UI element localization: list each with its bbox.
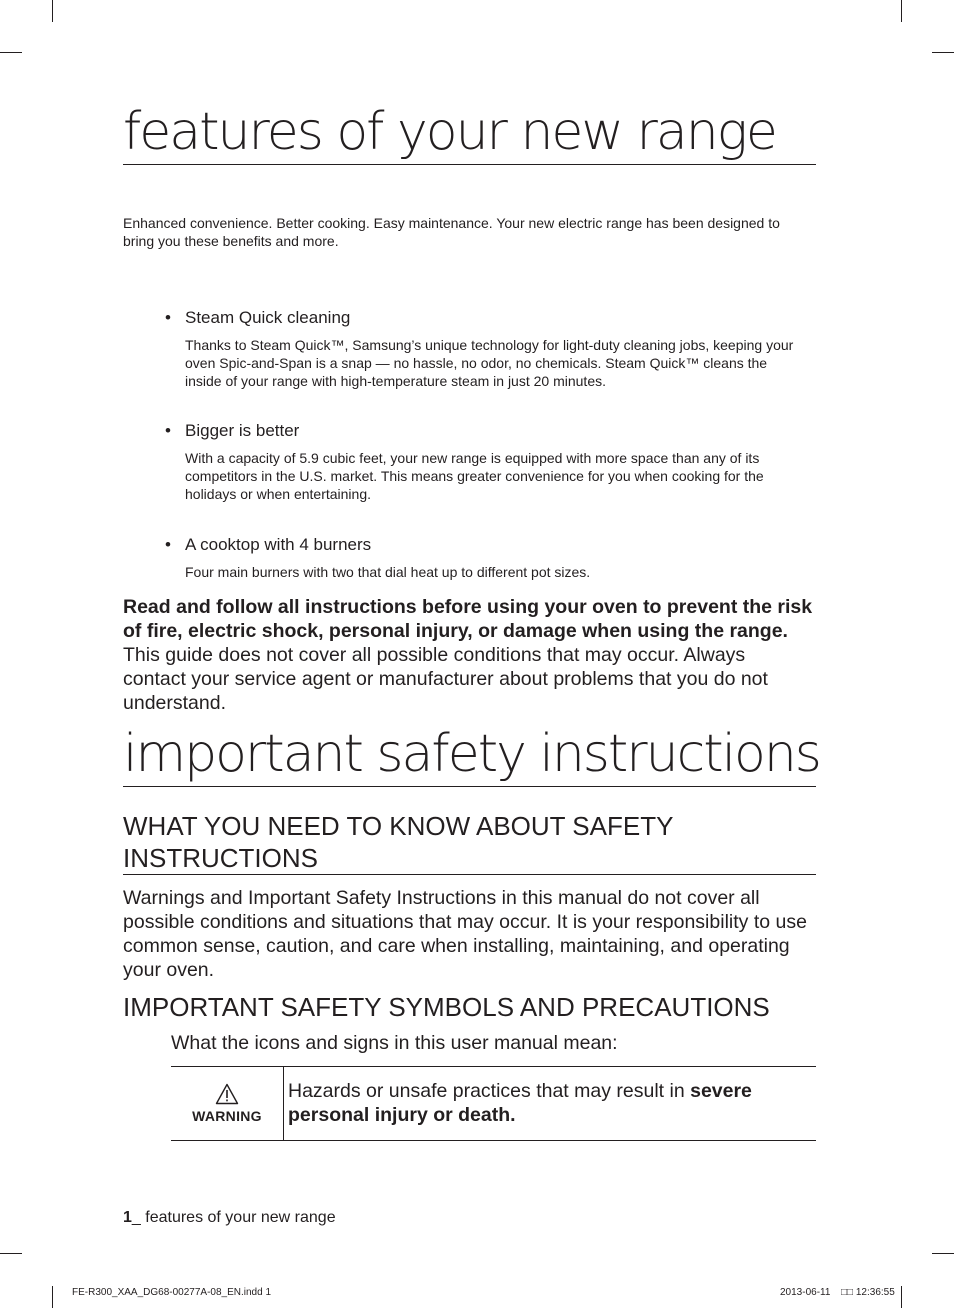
slug-date: 2013-06-11: [780, 1287, 831, 1298]
feature-item: [165, 535, 805, 581]
crop-mark: [52, 0, 53, 22]
feature-item: [165, 308, 805, 390]
page-title-safety: [123, 724, 820, 787]
feature-item: [165, 421, 805, 503]
warning-label: WARNING: [192, 1108, 262, 1124]
crop-mark: [932, 1253, 954, 1254]
feature-heading: Steam Quick cleaning: [185, 308, 351, 327]
slug-filename: FE-R300_XAA_DG68-00277A-08_EN.indd 1: [72, 1287, 272, 1298]
feature-body: Four main burners with two that dial heat up to different pot sizes.: [185, 564, 591, 580]
crop-mark: [901, 1286, 902, 1308]
intro-paragraph: Enhanced convenience. Better cooking. Easy maintenance. Your new electric range has been designed to bring you these benefits and more.: [123, 215, 780, 249]
crop-mark: [52, 1286, 53, 1308]
page-footer: [123, 1209, 336, 1227]
bullet-icon: •: [165, 308, 171, 327]
page-title-features: [123, 102, 816, 165]
section-know-body: Warnings and Important Safety Instructions in this manual do not cover all possible conditions and situations that may occur. It is your responsibility to use common sense, caution, and care when installing, maintaining, and operating your oven.: [123, 887, 807, 981]
page-title-safety-text: important safety instructions: [123, 724, 820, 784]
bullet-icon: •: [165, 535, 171, 554]
read-follow-bold: Read and follow all instructions before using your oven to prevent the risk of fire, electric shock, personal injury, or damage when using the range.: [123, 596, 813, 642]
read-follow-paragraph: [123, 595, 813, 715]
feature-heading: Bigger is better: [185, 421, 300, 440]
feature-body: With a capacity of 5.9 cubic feet, your new range is equipped with more space than any of its competitors in the U.S. market. This means greater convenience for you when cooking for the holidays or when entertaining.: [185, 450, 764, 502]
crop-mark: [932, 52, 954, 53]
feature-heading-row: [165, 308, 805, 328]
warning-description: [284, 1067, 808, 1140]
warning-cell: [171, 1067, 284, 1140]
feature-body: Thanks to Steam Quick™, Samsung’s unique technology for light-duty cleaning jobs, keeping your oven Spic-and-Span is a snap — no hassle, no odor, no chemicals. Steam Quick™ cleans the inside of your range with high-temperature steam in just 20 minutes.: [185, 337, 794, 389]
warning-text-normal: Hazards or unsafe practices that may result in: [288, 1080, 691, 1102]
crop-mark: [0, 1253, 22, 1254]
bullet-icon: •: [165, 421, 171, 440]
page-number: 1: [123, 1209, 132, 1226]
footer-text: _ features of your new range: [131, 1209, 336, 1226]
section-heading-know: WHAT YOU NEED TO KNOW ABOUT SAFETY INSTRUCTIONS: [123, 810, 816, 875]
section-heading-symbols: IMPORTANT SAFETY SYMBOLS AND PRECAUTIONS: [123, 992, 770, 1022]
symbols-table: [171, 1066, 816, 1141]
feature-heading-row: [165, 421, 805, 441]
slug-time: □□ 12:36:55: [841, 1287, 895, 1298]
feature-heading: A cooktop with 4 burners: [185, 535, 372, 554]
page-title-features-text: features of your new range: [123, 102, 776, 162]
read-follow-normal: This guide does not cover all possible conditions that may occur. Always contact your service agent or manufacturer about problems that you do not understand.: [123, 644, 768, 714]
warning-triangle-icon: [215, 1083, 239, 1105]
crop-mark: [0, 52, 22, 53]
feature-heading-row: [165, 535, 805, 555]
warning-text-bold: severe personal injury or death.: [288, 1080, 752, 1126]
symbols-intro: What the icons and signs in this user manual mean:: [171, 1032, 618, 1054]
crop-mark: [901, 0, 902, 22]
